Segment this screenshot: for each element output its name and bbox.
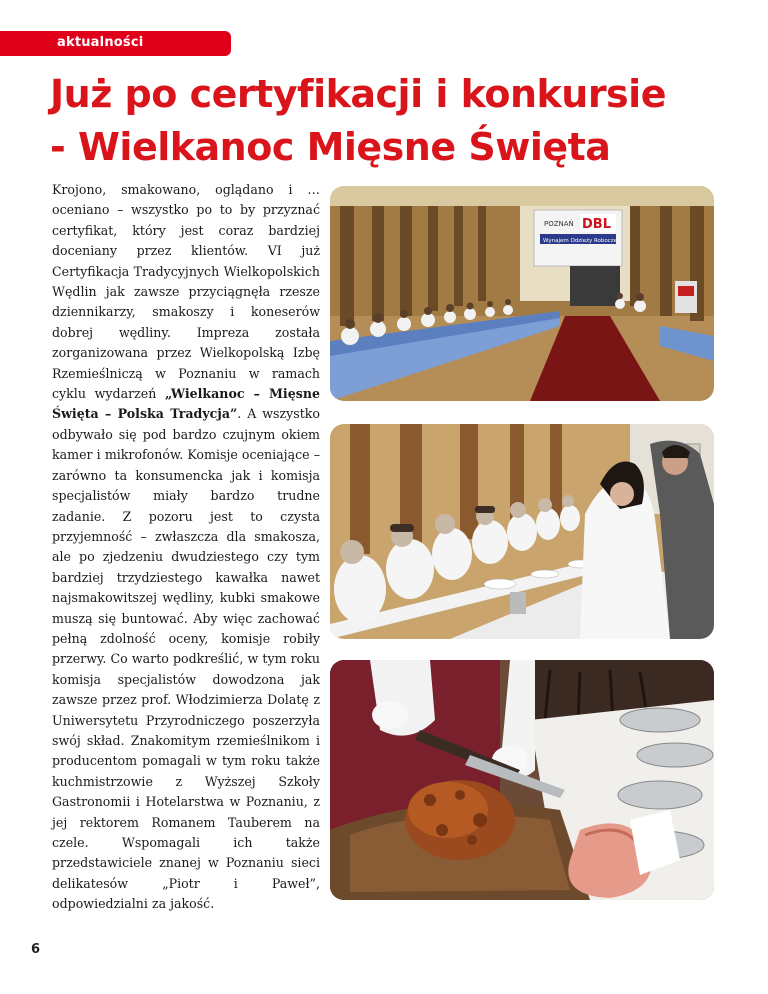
article-text-start: Krojono, smakowano, oglądano i … oceniano – wszystko po to by przyznać certyfikat, który jest coraz bardziej doceniany przez klientów. VI już Certyfikacja Tradycyjnych Wielkopolskich Wędlin jak zawsze przyciągnęła rzesze dziennikarzy, smakoszy i koneserów dobrej wędliny. Impreza została zorganizowana przez Wielkopolską Izbę Rzemieślniczą w Poznaniu w ramach cyklu wydarzeń xyxy=(52,182,320,402)
event-name: „Wielkanoc – Mięsne Święta – Polska Tradycja” xyxy=(52,386,320,422)
photo-ham-carving xyxy=(330,660,714,900)
page-number: 6 xyxy=(31,942,41,957)
section-tag xyxy=(0,31,231,56)
article-title-line-2: - Wielkanoc Mięsne Święta xyxy=(50,125,611,169)
article-title-line-1: Już po certyfikacji i konkursie xyxy=(50,72,666,116)
section-tag-label: aktualności xyxy=(57,35,144,50)
article-text-end: . A wszystko odbywało się pod bardzo czujnym okiem kamer i mikrofonów. Komisje oceniające – zarówno ta konsumencka jak i komisja specjalistów miały bardzo trudne zadanie. Z pozoru jest to czysta przyjemność – zwłaszcza dla smakosza, ale po zjedzeniu dwudziestego czy tym bardziej trzydziestego kawałka nawet najsmakowitszej wędliny, kubki smakowe muszą się buntować. Aby więc zachować pełną zdolność oceny, komisje robiły przerwy. Co warto podkreślić, w tym roku komisja specjalistów dowodzona jak zawsze przez prof. Włodzimierza Dolatę z Uniwersytetu Przyrodniczego poszerzyła swój skład. Znakomitym rzemieślnikom i producentom pomagali w tym roku także kuchmistrzowie z Wyższej Szkoły Gastronomii i Hotelarstwa w Poznaniu, z jej rektorem Romanem Tauberem na czele. Wspomagali ich także przedstawiciele znanej w Poznaniu sieci delikatesów „Piotr i Paweł”, odpowiedzialni za jakość. xyxy=(52,406,320,912)
banner-logo-text: DBL xyxy=(582,217,611,232)
photo-judges-panel xyxy=(330,424,714,639)
article-title xyxy=(50,68,750,174)
article-body xyxy=(52,180,320,915)
banner-city-text: POZNAŃ xyxy=(544,220,574,228)
photo-certification-hall xyxy=(330,186,714,401)
article-paragraph xyxy=(52,180,320,915)
banner-subtitle-text: Wynajem Odzieży Roboczej xyxy=(543,238,619,244)
